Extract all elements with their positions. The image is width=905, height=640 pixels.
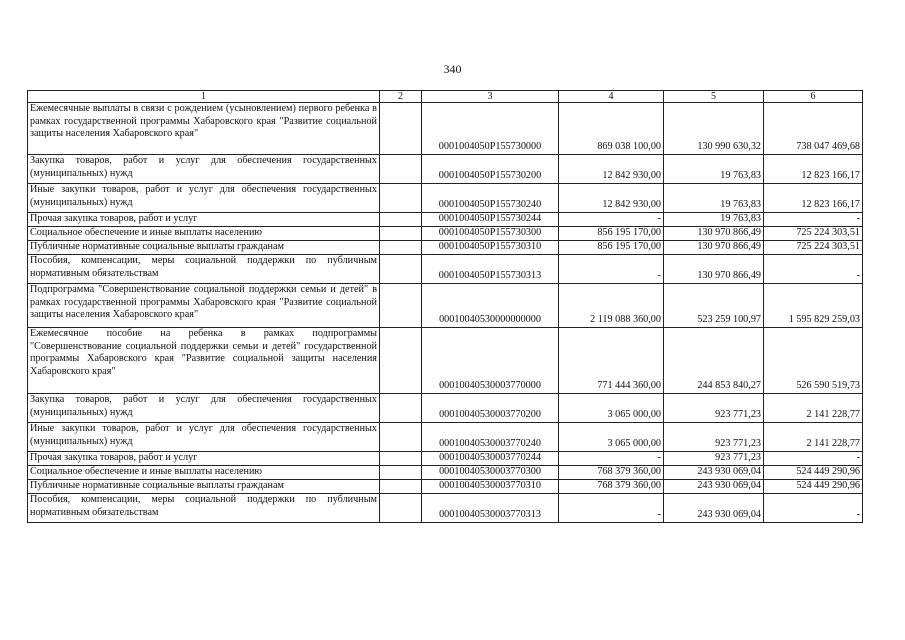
row-value-cell: 738 047 469,68 <box>764 103 863 155</box>
row-name-cell: Ежемесячное пособие на ребенка в рамках подпрограммы "Совершенствование социальной поддержки семьи и детей" государственной программы Хабаровского края "Развитие социальной защиты населения Хабаровского края" <box>28 328 380 394</box>
row-value-cell: 130 970 866,49 <box>664 241 764 255</box>
row-value-cell: 12 842 930,00 <box>559 184 664 213</box>
row-target-code-cell: 0001004050P155730300 <box>422 227 559 241</box>
row-code-cell <box>380 227 422 241</box>
row-target-code-cell: 0001004050P155730244 <box>422 213 559 227</box>
row-name-cell: Социальное обеспечение и иные выплаты населению <box>28 227 380 241</box>
row-value-cell: 12 842 930,00 <box>559 155 664 184</box>
row-value-cell: - <box>559 255 664 284</box>
row-value-cell: 2 141 228,77 <box>764 423 863 452</box>
row-target-code-cell: 00010040530003770244 <box>422 452 559 466</box>
table-row <box>28 155 863 184</box>
row-target-code-cell: 00010040530003770240 <box>422 423 559 452</box>
row-target-code-cell: 00010040530003770300 <box>422 466 559 480</box>
row-code-cell <box>380 241 422 255</box>
row-value-cell: 768 379 360,00 <box>559 480 664 494</box>
table-row <box>28 466 863 480</box>
row-name-cell: Иные закупки товаров, работ и услуг для обеспечения государственных (муниципальных) нужд <box>28 184 380 213</box>
table-row <box>28 452 863 466</box>
row-name-cell: Публичные нормативные социальные выплаты гражданам <box>28 241 380 255</box>
table-row <box>28 423 863 452</box>
row-name-cell: Пособия, компенсации, меры социальной поддержки по публичным нормативным обязательствам <box>28 255 380 284</box>
row-name-cell: Подпрограмма "Совершенствование социальной поддержки семьи и детей" в рамках государственной программы Хабаровского края "Развитие социальной защиты населения Хабаровского края" <box>28 284 380 328</box>
row-value-cell: 856 195 170,00 <box>559 227 664 241</box>
row-target-code-cell: 0001004050P155730310 <box>422 241 559 255</box>
row-value-cell: 856 195 170,00 <box>559 241 664 255</box>
column-header: 3 <box>422 91 559 103</box>
row-name-cell: Социальное обеспечение и иные выплаты населению <box>28 466 380 480</box>
row-name-cell: Пособия, компенсации, меры социальной поддержки по публичным нормативным обязательствам <box>28 494 380 523</box>
column-header: 5 <box>664 91 764 103</box>
table-row <box>28 328 863 394</box>
budget-table <box>27 90 863 523</box>
table-row <box>28 103 863 155</box>
column-header: 4 <box>559 91 664 103</box>
row-value-cell: - <box>764 255 863 284</box>
row-target-code-cell: 0001004050P155730200 <box>422 155 559 184</box>
row-value-cell: 725 224 303,51 <box>764 241 863 255</box>
row-value-cell: - <box>559 452 664 466</box>
row-target-code-cell: 0001004050P155730313 <box>422 255 559 284</box>
row-target-code-cell: 00010040530000000000 <box>422 284 559 328</box>
row-value-cell: 2 141 228,77 <box>764 394 863 423</box>
row-code-cell <box>380 184 422 213</box>
row-value-cell: 243 930 069,04 <box>664 494 764 523</box>
row-name-cell: Ежемесячные выплаты в связи с рождением (усыновлением) первого ребенка в рамках государственной программы Хабаровского края "Развитие социальной защиты населения Хабаровского края" <box>28 103 380 155</box>
row-value-cell: 524 449 290,96 <box>764 466 863 480</box>
table-header-row <box>28 91 863 103</box>
row-value-cell: - <box>764 494 863 523</box>
row-target-code-cell: 0001004050P155730240 <box>422 184 559 213</box>
row-value-cell: - <box>559 213 664 227</box>
row-code-cell <box>380 103 422 155</box>
row-value-cell: 923 771,23 <box>664 423 764 452</box>
row-value-cell: 3 065 000,00 <box>559 423 664 452</box>
row-value-cell: 243 930 069,04 <box>664 480 764 494</box>
column-header: 6 <box>764 91 863 103</box>
table-row <box>28 255 863 284</box>
row-value-cell: 1 595 829 259,03 <box>764 284 863 328</box>
row-value-cell: 526 590 519,73 <box>764 328 863 394</box>
row-target-code-cell: 00010040530003770310 <box>422 480 559 494</box>
table-row <box>28 213 863 227</box>
row-value-cell: 725 224 303,51 <box>764 227 863 241</box>
row-value-cell: - <box>764 452 863 466</box>
row-value-cell: 243 930 069,04 <box>664 466 764 480</box>
row-value-cell: - <box>559 494 664 523</box>
row-code-cell <box>380 213 422 227</box>
table-row <box>28 227 863 241</box>
row-name-cell: Публичные нормативные социальные выплаты гражданам <box>28 480 380 494</box>
row-code-cell <box>380 466 422 480</box>
row-target-code-cell: 0001004050P155730000 <box>422 103 559 155</box>
row-value-cell: 768 379 360,00 <box>559 466 664 480</box>
row-target-code-cell: 00010040530003770200 <box>422 394 559 423</box>
row-value-cell: 923 771,23 <box>664 452 764 466</box>
row-value-cell: 923 771,23 <box>664 394 764 423</box>
row-code-cell <box>380 155 422 184</box>
row-value-cell: 523 259 100,97 <box>664 284 764 328</box>
table-row <box>28 241 863 255</box>
row-code-cell <box>380 394 422 423</box>
row-value-cell: 12 823 166,17 <box>764 184 863 213</box>
row-value-cell: 3 065 000,00 <box>559 394 664 423</box>
row-target-code-cell: 00010040530003770313 <box>422 494 559 523</box>
page-number: 340 <box>443 62 462 76</box>
row-value-cell: 130 970 866,49 <box>664 255 764 284</box>
row-value-cell: 12 823 166,17 <box>764 155 863 184</box>
table-row <box>28 184 863 213</box>
table-row <box>28 494 863 523</box>
row-value-cell: 771 444 360,00 <box>559 328 664 394</box>
table-row <box>28 480 863 494</box>
row-name-cell: Иные закупки товаров, работ и услуг для обеспечения государственных (муниципальных) нужд <box>28 423 380 452</box>
row-target-code-cell: 00010040530003770000 <box>422 328 559 394</box>
row-code-cell <box>380 255 422 284</box>
row-value-cell: 19 763,83 <box>664 213 764 227</box>
row-name-cell: Прочая закупка товаров, работ и услуг <box>28 213 380 227</box>
row-value-cell: 130 990 630,32 <box>664 103 764 155</box>
row-code-cell <box>380 423 422 452</box>
row-code-cell <box>380 494 422 523</box>
row-value-cell: 244 853 840,27 <box>664 328 764 394</box>
row-code-cell <box>380 452 422 466</box>
table-row <box>28 394 863 423</box>
row-code-cell <box>380 480 422 494</box>
row-value-cell: 19 763,83 <box>664 155 764 184</box>
row-value-cell: 130 970 866,49 <box>664 227 764 241</box>
column-header: 1 <box>28 91 380 103</box>
row-value-cell: 869 038 100,00 <box>559 103 664 155</box>
table-row <box>28 284 863 328</box>
row-value-cell: 2 119 088 360,00 <box>559 284 664 328</box>
row-name-cell: Закупка товаров, работ и услуг для обеспечения государственных (муниципальных) нужд <box>28 155 380 184</box>
row-name-cell: Закупка товаров, работ и услуг для обеспечения государственных (муниципальных) нужд <box>28 394 380 423</box>
row-value-cell: 524 449 290,96 <box>764 480 863 494</box>
row-code-cell <box>380 328 422 394</box>
row-value-cell: - <box>764 213 863 227</box>
row-code-cell <box>380 284 422 328</box>
column-header: 2 <box>380 91 422 103</box>
row-value-cell: 19 763,83 <box>664 184 764 213</box>
row-name-cell: Прочая закупка товаров, работ и услуг <box>28 452 380 466</box>
